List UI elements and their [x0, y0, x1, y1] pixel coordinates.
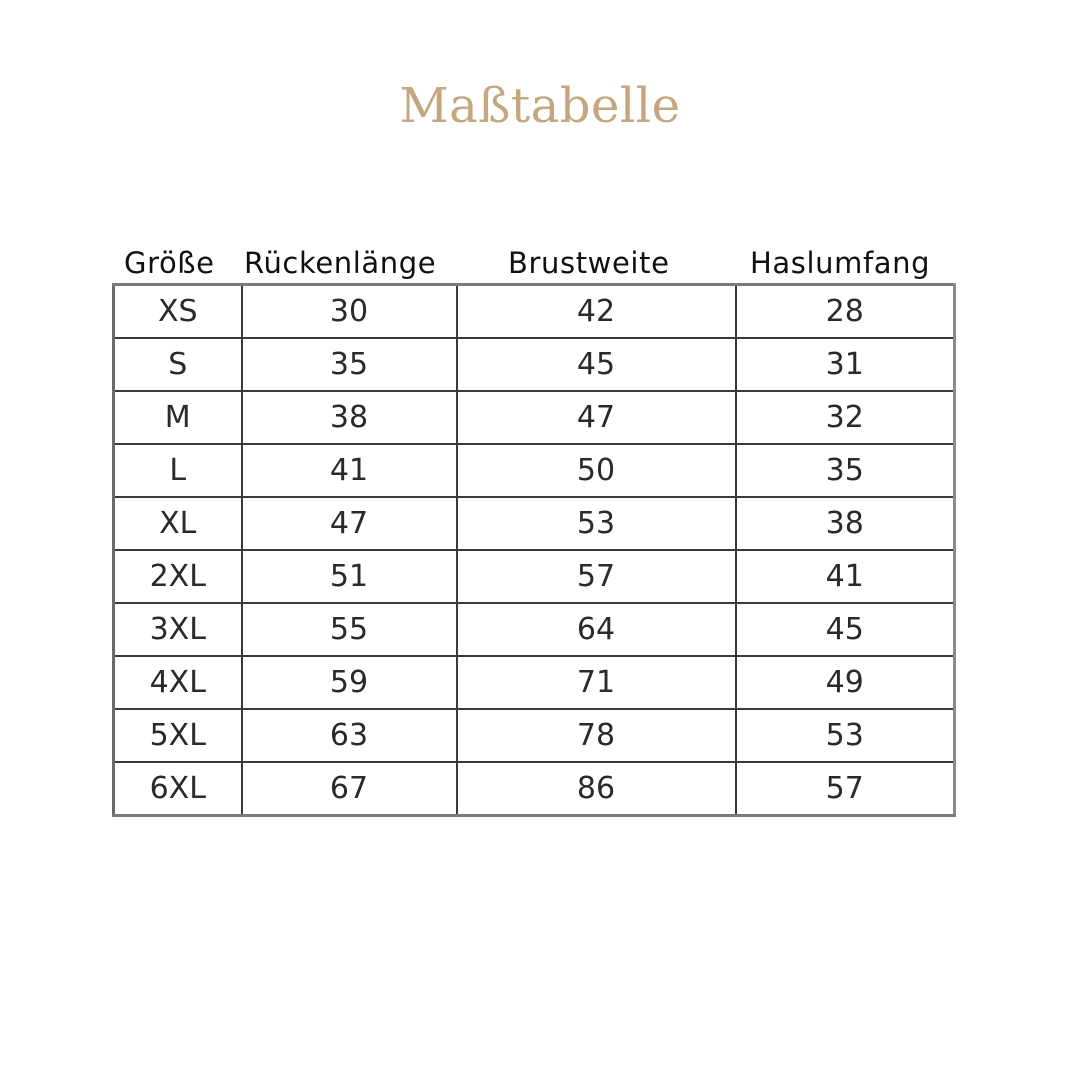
chest-width-cell: 50: [457, 444, 736, 497]
size-table: [112, 283, 956, 817]
table-row: [114, 444, 955, 497]
chest-width-cell: 42: [457, 285, 736, 339]
size-cell: 4XL: [114, 656, 242, 709]
neck-circumference-cell: 31: [736, 338, 955, 391]
back-length-cell: 47: [242, 497, 457, 550]
neck-circumference-cell: 49: [736, 656, 955, 709]
size-cell: XS: [114, 285, 242, 339]
size-cell: L: [114, 444, 242, 497]
table-row: [114, 338, 955, 391]
column-header-neck-circumference: Haslumfang: [750, 246, 931, 280]
back-length-cell: 67: [242, 762, 457, 816]
table-row: [114, 656, 955, 709]
back-length-cell: 55: [242, 603, 457, 656]
size-cell: 6XL: [114, 762, 242, 816]
back-length-cell: 30: [242, 285, 457, 339]
size-cell: M: [114, 391, 242, 444]
neck-circumference-cell: 38: [736, 497, 955, 550]
chest-width-cell: 57: [457, 550, 736, 603]
chest-width-cell: 53: [457, 497, 736, 550]
column-header-chest-width: Brustweite: [508, 246, 670, 280]
neck-circumference-cell: 45: [736, 603, 955, 656]
chest-width-cell: 78: [457, 709, 736, 762]
column-header-back-length: Rückenlänge: [244, 246, 437, 280]
back-length-cell: 41: [242, 444, 457, 497]
size-cell: 5XL: [114, 709, 242, 762]
chest-width-cell: 86: [457, 762, 736, 816]
chest-width-cell: 71: [457, 656, 736, 709]
column-header-size: Größe: [124, 246, 215, 280]
table-row: [114, 285, 955, 339]
table-row: [114, 603, 955, 656]
size-cell: S: [114, 338, 242, 391]
back-length-cell: 51: [242, 550, 457, 603]
table-row: [114, 762, 955, 816]
neck-circumference-cell: 35: [736, 444, 955, 497]
back-length-cell: 38: [242, 391, 457, 444]
size-cell: 2XL: [114, 550, 242, 603]
neck-circumference-cell: 41: [736, 550, 955, 603]
chest-width-cell: 45: [457, 338, 736, 391]
back-length-cell: 59: [242, 656, 457, 709]
neck-circumference-cell: 57: [736, 762, 955, 816]
size-cell: XL: [114, 497, 242, 550]
table-row: [114, 391, 955, 444]
table-row: [114, 709, 955, 762]
back-length-cell: 35: [242, 338, 457, 391]
chest-width-cell: 64: [457, 603, 736, 656]
table-row: [114, 550, 955, 603]
page-title: Maßtabelle: [399, 78, 681, 134]
neck-circumference-cell: 32: [736, 391, 955, 444]
neck-circumference-cell: 53: [736, 709, 955, 762]
back-length-cell: 63: [242, 709, 457, 762]
chest-width-cell: 47: [457, 391, 736, 444]
table-row: [114, 497, 955, 550]
size-cell: 3XL: [114, 603, 242, 656]
neck-circumference-cell: 28: [736, 285, 955, 339]
